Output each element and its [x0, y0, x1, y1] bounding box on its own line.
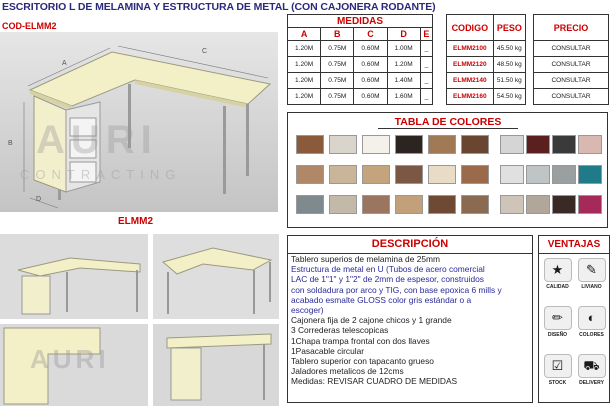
color-swatch [329, 165, 357, 184]
precio-cell: CONSULTAR [534, 41, 609, 57]
color-swatch [428, 135, 456, 154]
table-cell: ELMM2160 [447, 89, 494, 105]
table-cell: ELMM2140 [447, 73, 494, 89]
watermark-subtext: CONTRACTING [20, 167, 182, 182]
precio-cell: CONSULTAR [534, 57, 609, 73]
description-line: acabado esmalte GLOSS color gris estándar o a [291, 294, 472, 305]
description-line: LAC de 1"1" y 1"2" de 2mm de espesor, construidos [291, 274, 484, 285]
advantage-label: STOCK [548, 380, 567, 386]
model-label: ELMM2 [118, 216, 153, 227]
color-swatch [500, 135, 524, 154]
product-photo-1 [0, 234, 148, 319]
table-cell: 51.50 kg [493, 73, 525, 89]
color-swatch [395, 195, 423, 214]
table-cell: 1.20M [387, 57, 420, 73]
peso-header: PESO [493, 15, 525, 41]
advantage-label: LIVIANO [581, 284, 602, 290]
advantages-box [538, 235, 610, 403]
color-swatch [362, 195, 390, 214]
table-cell: 48.50 kg [493, 57, 525, 73]
color-swatch [296, 195, 324, 214]
advantage-label: DELIVERY [579, 380, 604, 386]
medidas-row [288, 89, 433, 105]
precio-header: PRECIO [534, 15, 609, 41]
description-title: DESCRIPCIÓN [288, 236, 532, 254]
table-cell: 0.75M [321, 41, 354, 57]
description-line: escoger) [291, 305, 324, 316]
description-line: Estructura de metal en U (Tubos de acero comercial [291, 264, 485, 275]
codigo-row [447, 41, 526, 57]
color-swatch [461, 165, 489, 184]
color-swatch [395, 165, 423, 184]
watermark-logo: AURI [36, 118, 158, 162]
color-swatch [578, 165, 602, 184]
color-swatch [428, 165, 456, 184]
table-cell: _ [420, 57, 432, 73]
medal-icon: ★ [544, 258, 572, 282]
table-cell: 0.60M [354, 57, 387, 73]
table-cell: 45.50 kg [493, 41, 525, 57]
description-line: 1Pasacable circular [291, 345, 365, 356]
description-line: Tablero superios de melamina de 25mm [291, 254, 440, 264]
truck-icon: ⛟ [578, 354, 606, 378]
advantage-item [541, 304, 574, 342]
color-swatch [500, 165, 524, 184]
color-swatch [526, 165, 550, 184]
color-swatch [552, 165, 576, 184]
product-code-label: COD-ELMM2 [2, 21, 57, 31]
table-cell: _ [420, 89, 432, 105]
description-line: Jaladores metalicos de 12cms [291, 366, 404, 377]
table-cell: 1.20M [288, 73, 321, 89]
codigo-row [447, 89, 526, 105]
table-cell: 0.60M [354, 41, 387, 57]
table-cell: 0.75M [321, 89, 354, 105]
table-cell: 54.50 kg [493, 89, 525, 105]
precio-cell: CONSULTAR [534, 89, 609, 105]
table-cell: 1.20M [288, 89, 321, 105]
color-swatch [461, 135, 489, 154]
color-swatch [578, 135, 602, 154]
color-swatch [461, 195, 489, 214]
description-line: Tablero superior con tapacanto grueso [291, 356, 434, 367]
feather-icon: ✎ [578, 258, 606, 282]
table-cell: 0.60M [354, 73, 387, 89]
description-line: Medidas: REVISAR CUADRO DE MEDIDAS [291, 376, 458, 387]
watermark-logo-2: AURI [30, 344, 110, 374]
color-swatch [552, 195, 576, 214]
product-photo-4 [153, 324, 279, 406]
advantage-label: CALIDAD [546, 284, 569, 290]
medidas-table [287, 14, 433, 105]
precio-cell: CONSULTAR [534, 73, 609, 89]
color-swatch [296, 165, 324, 184]
main-product-image [0, 32, 278, 212]
color-swatch [500, 195, 524, 214]
product-photo-2 [153, 234, 279, 319]
dim-label-c: C [202, 48, 208, 55]
color-swatch [552, 135, 576, 154]
color-swatch [526, 195, 550, 214]
medidas-col-c: C [354, 28, 387, 41]
table-cell: _ [420, 41, 432, 57]
table-cell: 1.00M [387, 41, 420, 57]
advantage-item [541, 256, 574, 294]
codigo-header: CODIGO [447, 15, 494, 41]
medidas-col-e: E [420, 28, 432, 41]
color-swatch [428, 195, 456, 214]
table-cell: 0.60M [354, 89, 387, 105]
medidas-col-b: B [321, 28, 354, 41]
color-swatch [578, 195, 602, 214]
precio-table [533, 14, 609, 105]
advantage-item [575, 304, 608, 342]
medidas-row [288, 73, 433, 89]
dim-label-b: B [8, 140, 13, 147]
table-cell: 0.75M [321, 73, 354, 89]
clipboard-icon: ☑ [544, 354, 572, 378]
color-swatch [362, 165, 390, 184]
advantage-label: DISEÑO [547, 332, 568, 338]
table-cell: 0.75M [321, 57, 354, 73]
dim-label-d: D [36, 196, 42, 203]
medidas-title: MEDIDAS [288, 15, 433, 28]
description-line: 3 Correderas telescopicas [291, 325, 389, 336]
medidas-col-a: A [288, 28, 321, 41]
table-cell: _ [420, 73, 432, 89]
color-table-title: TABLA DE COLORES [378, 116, 518, 129]
medidas-row [288, 41, 433, 57]
pencil-ruler-icon: ✏ [544, 306, 572, 330]
color-swatch [362, 135, 390, 154]
color-swatch [329, 135, 357, 154]
table-cell: ELMM2100 [447, 41, 494, 57]
codigo-row [447, 57, 526, 73]
table-cell: 1.60M [387, 89, 420, 105]
table-cell: 1.20M [288, 57, 321, 73]
table-cell: ELMM2120 [447, 57, 494, 73]
table-cell: 1.20M [288, 41, 321, 57]
description-line: con soldadura por arco y TIG, con base epoxica 6 mills y [291, 284, 502, 295]
color-swatch [329, 195, 357, 214]
medidas-col-d: D [387, 28, 420, 41]
page-title: ESCRITORIO L DE MELAMINA Y ESTRUCTURA DE METAL (CON CAJONERA RODANTE) [2, 1, 436, 13]
color-swatch [296, 135, 324, 154]
advantage-item [575, 256, 608, 294]
color-swatch [526, 135, 550, 154]
color-swatch [395, 135, 423, 154]
medidas-row [288, 57, 433, 73]
dim-label-a: A [62, 60, 67, 67]
codigo-row [447, 73, 526, 89]
description-line: Cajonera fija de 2 cajone chicos y 1 grande [291, 315, 452, 326]
description-line: 1Chapa trampa frontal con dos llaves [291, 335, 430, 346]
description-box [287, 235, 533, 403]
description-lines [288, 254, 532, 387]
advantages-title: VENTAJAS [539, 236, 609, 254]
product-photo-3 [0, 324, 148, 406]
advantage-item [575, 352, 608, 390]
codigo-table [446, 14, 526, 105]
advantage-item [541, 352, 574, 390]
palette-icon: ◐ [578, 306, 606, 330]
advantage-label: COLORES [579, 332, 604, 338]
table-cell: 1.40M [387, 73, 420, 89]
color-table [287, 112, 608, 228]
